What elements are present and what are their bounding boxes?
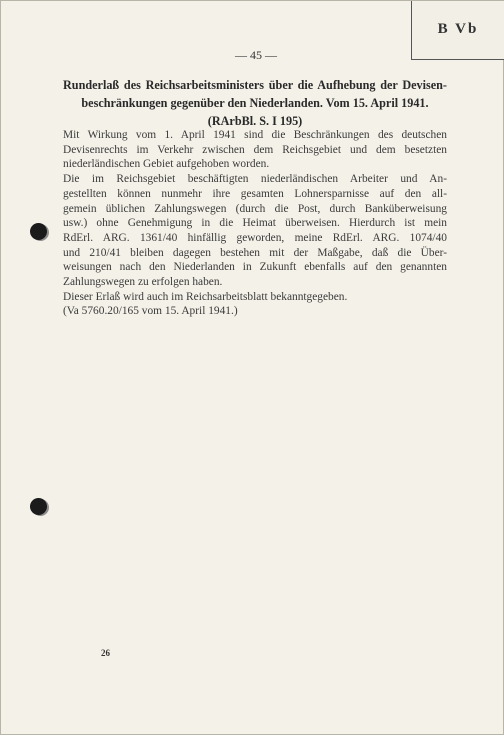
text-line: Die im Reichsgebiet beschäftigten niederländischen Arbeiter und An- <box>63 173 447 186</box>
paragraph <box>63 172 447 290</box>
paragraph <box>63 290 447 305</box>
text-line: gemein üblichen Zahlungswegen (durch die Post, durch Banküberweisung <box>63 202 447 215</box>
text-line: gestellten können nunmehr ihre gesamten Lohnersparnisse auf den all- <box>63 187 447 200</box>
text-line: Devisenrechts im Verkehr zwischen dem Reichsgebiet und dem besetzten <box>63 143 447 156</box>
page-number: — 45 — <box>235 48 277 62</box>
text-line: Zahlungswegen zu erfolgen haben. <box>63 276 223 289</box>
text-line: und 210/41 bleiben dagegen bestehen mit der Maßgabe, daß die Über- <box>63 246 447 259</box>
text-line: RdErl. ARG. 1361/40 hinfällig geworden, meine RdErl. ARG. 1074/40 <box>63 231 447 244</box>
text-line: weisungen nach den Niederlanden in Zukunft ebenfalls auf den genannten <box>63 261 447 274</box>
paragraph <box>63 128 447 172</box>
title-line: Runderlaß des Reichsarbeitsministers über die Aufhebung der Devisen- <box>63 78 447 92</box>
document-title <box>63 76 447 130</box>
title-line: beschränkungen gegenüber den Niederlanden. Vom 15. April 1941. <box>81 96 429 110</box>
paragraph <box>63 304 447 319</box>
title-source: (RArbBl. S. I 195) <box>207 114 303 128</box>
text-line: usw.) ohne Genehmigung in die Heimat überweisen. Hierdurch ist mein <box>63 217 447 230</box>
sheet-number: 26 <box>101 648 110 658</box>
text-line: Mit Wirkung vom 1. April 1941 sind die Beschränkungen des deutschen <box>63 129 447 141</box>
category-tab-label: B Vb <box>437 21 479 37</box>
reference-line: (Va 5760.20/165 vom 15. April 1941.) <box>63 305 238 318</box>
text-line: niederländischen Gebiet aufgehoben worden. <box>63 158 270 171</box>
document-body <box>63 128 447 319</box>
text-line: Dieser Erlaß wird auch im Reichsarbeitsblatt bekanntgegeben. <box>63 290 348 303</box>
punch-hole <box>30 223 47 240</box>
punch-hole <box>30 498 47 515</box>
